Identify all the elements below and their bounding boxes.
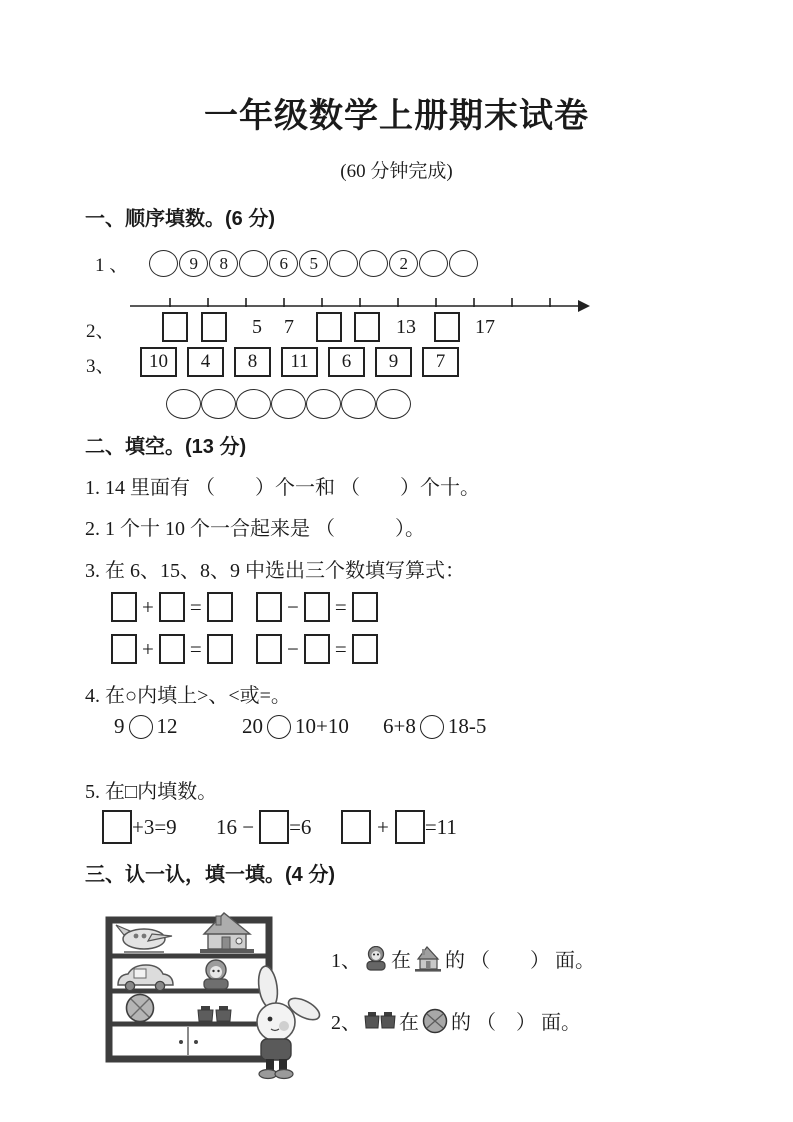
sequence-oval[interactable] [149,250,178,277]
compare-answer-circle[interactable] [129,715,153,739]
section1-row3-answer-ovals [166,389,411,419]
numberline-number: 5 [252,315,262,338]
numberline-number: 7 [284,315,294,338]
row3-label: 3、 [86,356,115,377]
fill-text: =11 [424,814,457,839]
answer-oval[interactable] [236,389,271,419]
section1-row2 [162,312,495,342]
compare-item-2 [242,714,349,739]
answer-box[interactable] [207,592,233,622]
ball-icon [422,1008,448,1034]
answer-box[interactable] [304,634,330,664]
equals-sign: = [189,594,202,619]
sequence-oval[interactable]: 9 [179,250,208,277]
position-question-1 [331,944,595,973]
fill-text: 16 − [216,814,255,839]
plus-sign: + [142,636,154,661]
number-card: 6 [328,347,365,377]
question-5: 5. 在□内填数。 [85,781,218,803]
sequence-oval[interactable]: 8 [209,250,238,277]
answer-box[interactable] [352,592,378,622]
fill-item-1 [102,810,177,844]
numberline-answer-box[interactable] [316,312,342,342]
answer-box[interactable] [111,592,137,622]
number-card: 8 [234,347,271,377]
compare-right: 10+10 [295,714,349,738]
row1-label: 1 、 [95,255,129,276]
compare-item-1 [114,714,178,739]
toy-shelf-illustration [100,903,332,1083]
numberline-answer-box[interactable] [434,312,460,342]
section1-row1 [95,250,479,277]
position-question-2 [331,1006,581,1035]
doll-icon [364,946,388,972]
sequence-oval[interactable] [329,250,358,277]
equation-minus-1 [256,592,378,622]
sequence-oval[interactable] [419,250,448,277]
arrow-head-icon [578,300,590,312]
compare-answer-circle[interactable] [267,715,291,739]
section2-heading: 二、填空。(13 分) [85,436,247,458]
question-2: 2. 1 个十 10 个一合起来是 （ ）。 [85,518,425,540]
sequence-oval[interactable]: 6 [269,250,298,277]
equals-sign: = [334,594,347,619]
fill-text: +3=9 [132,814,177,839]
item-text: 在 [391,950,411,972]
doll-icon [204,960,228,989]
answer-oval[interactable] [376,389,411,419]
cabinet-knob-icon [194,1040,198,1044]
plus-sign: + [142,594,154,619]
answer-box[interactable] [352,634,378,664]
jars-icon [364,1011,396,1031]
numberline-answer-box[interactable] [201,312,227,342]
question-4: 4. 在○内填上>、<或=。 [85,685,291,707]
number-card: 9 [375,347,412,377]
answer-box[interactable] [159,634,185,664]
sequence-oval[interactable] [239,250,268,277]
section3-heading: 三、认一认，填一填。(4 分) [85,864,335,886]
numberline-answer-box[interactable] [354,312,380,342]
plus-sign: + [377,814,389,839]
answer-oval[interactable] [201,389,236,419]
question-3: 3. 在 6、15、8、9 中选出三个数填写算式： [85,560,465,582]
compare-left: 20 [242,714,263,738]
answer-box[interactable] [159,592,185,622]
answer-box[interactable] [341,810,371,844]
answer-box[interactable] [207,634,233,664]
number-card: 7 [422,347,459,377]
answer-oval[interactable] [166,389,201,419]
item-number: 1、 [331,950,361,972]
sequence-oval[interactable]: 2 [389,250,418,277]
fill-text: =6 [289,814,312,839]
answer-box[interactable] [395,810,425,844]
number-card: 4 [187,347,224,377]
page-title: 一年级数学上册期末试卷 [204,97,589,135]
section1-row3 [140,347,465,377]
fill-item-2 [216,810,311,844]
equals-sign: = [189,636,202,661]
numberline-number: 13 [396,315,416,338]
item-text: 的 （ ） 面。 [451,1012,581,1034]
compare-answer-circle[interactable] [420,715,444,739]
item-number: 2、 [331,1012,361,1034]
answer-box[interactable] [304,592,330,622]
question-1: 1. 14 里面有 （ ）个一和 （ ）个十。 [85,477,480,499]
equals-sign: = [334,636,347,661]
item-text: 在 [399,1012,419,1034]
number-card: 11 [281,347,318,377]
compare-right: 18-5 [447,714,487,738]
equation-plus-2 [111,634,233,664]
sequence-oval[interactable]: 5 [299,250,328,277]
answer-box[interactable] [111,634,137,664]
answer-oval[interactable] [306,389,341,419]
answer-box[interactable] [259,810,289,844]
section1-heading: 一、顺序填数。(6 分) [85,208,275,230]
numberline-number: 17 [475,315,495,338]
row2-label: 2、 [86,321,115,342]
answer-box[interactable] [256,634,282,664]
equation-minus-2 [256,634,378,664]
answer-box[interactable] [256,592,282,622]
answer-oval[interactable] [271,389,306,419]
compare-right: 12 [156,714,178,738]
compare-left: 6+8 [383,714,416,738]
sequence-oval[interactable] [359,250,388,277]
equation-plus-1 [111,592,233,622]
minus-sign: − [287,594,299,619]
compare-item-3 [383,714,486,739]
ball-icon [127,995,154,1022]
answer-box[interactable] [102,810,132,844]
answer-oval[interactable] [341,389,376,419]
numberline-answer-box[interactable] [162,312,188,342]
compare-left: 9 [114,714,125,738]
cabinet-knob-icon [179,1040,183,1044]
page-subtitle: (60 分钟完成) [340,161,453,182]
sequence-oval[interactable] [449,250,478,277]
fill-item-3 [341,810,457,844]
number-card: 10 [140,347,177,377]
item-text: 的 （ ） 面。 [445,950,595,972]
minus-sign: − [287,636,299,661]
rabbit-icon [256,965,323,1079]
house-icon [414,946,442,972]
